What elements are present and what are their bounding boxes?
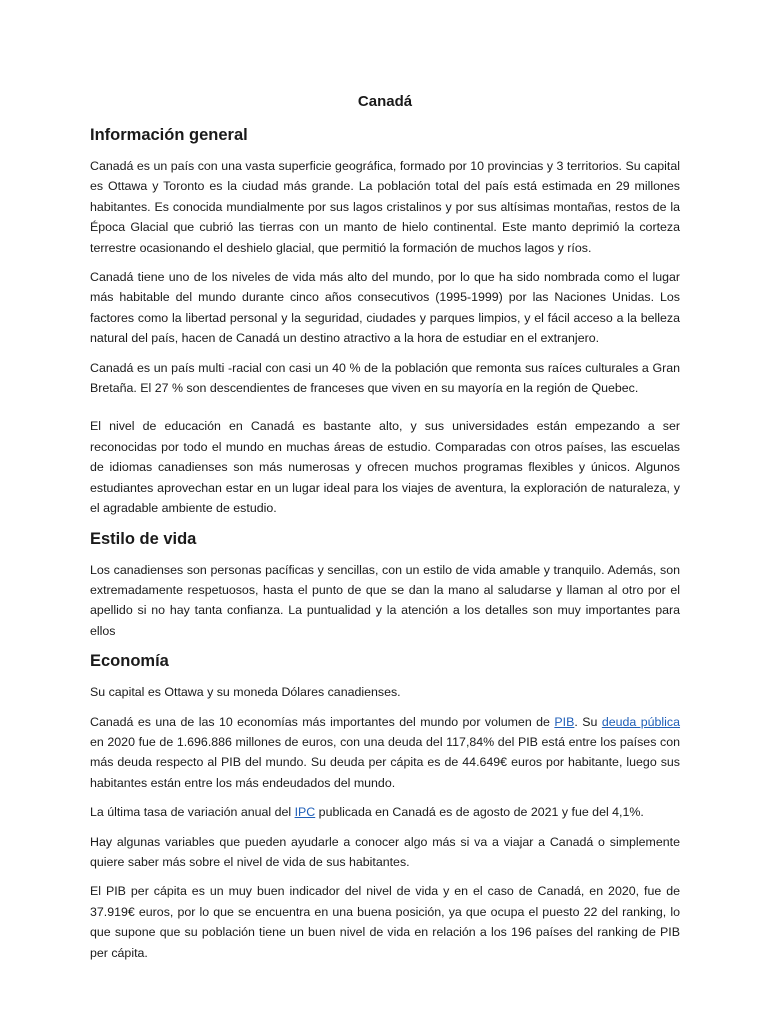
heading-economia: Economía (90, 652, 169, 671)
document-title: Canadá (357, 93, 413, 110)
paragraph-lifestyle-1: Los canadienses son personas pacíficas y sencillas, con un estilo de vida amable y tranquilo. Además, son extremadamente respetuosos, hasta el punto de que se dan la mano al saludarse y llaman al otro por el apellido si no hay tanta confianza. La puntualidad y la atención a los detalles son muy importantes para ellos (90, 562, 680, 638)
paragraph-economy-2 (90, 712, 680, 794)
paragraph-economy-3 (90, 802, 680, 822)
paragraph-general-1: Canadá es un país con una vasta superficie geográfica, formado por 10 provincias y 3 territorios. Su capital es Ottawa y Toronto es la ciudad más grande. La población total del país está estimada en 29 millones habitantes. Es conocida mundialmente por sus lagos cristalinos y por sus altísimas montañas, restos de la Época Glacial que cubrió las tierras con un manto de hielo continental. Este manto deprimió la corteza terrestre ocasionando el deshielo glacial, que permitió la formación de muchos lagos y ríos. (90, 159, 680, 255)
paragraph-economy-5: El PIB per cápita es un muy buen indicador del nivel de vida y en el caso de Canadá, en 2020, fue de 37.919€ euros, por lo que se encuentra en una buena posición, ya que ocupa el puesto 22 del ranking, lo que supone que su población tiene un buen nivel de vida en relación a los 196 países del ranking de PIB per cápita. (90, 884, 680, 960)
paragraph-economy-2-part-b: . Su (574, 714, 602, 729)
paragraph-economy-2-part-c: en 2020 fue de 1.696.886 millones de euros, con una deuda del 117,84% del PIB está entre los países con más deuda respecto al PIB del mundo. Su deuda per cápita es de 44.649€ euros por habitante, luego sus habitantes están entre los más endeudados del mundo. (90, 734, 680, 790)
paragraph-economy-3-part-a: La última tasa de variación anual del (90, 805, 295, 820)
paragraph-economy-4: Hay algunas variables que pueden ayudarle a conocer algo más si va a viajar a Canadá o simplemente quiere saber más sobre el nivel de vida de sus habitantes. (90, 834, 680, 869)
heading-estilo-de-vida: Estilo de vida (90, 529, 197, 548)
paragraph-general-4: El nivel de educación en Canadá es bastante alto, y sus universidades están empezando a ser reconocidas por todo el mundo en muchas áreas de estudio. Comparadas con otros países, las escuelas de idiomas canadienses son más numerosas y ofrecen muchos programas flexibles y únicos. Algunos estudiantes aprovechan estar en un lugar ideal para los viajes de aventura, la exploración de naturaleza, y el agradable ambiente de estudio. (90, 419, 680, 516)
paragraph-general-3: Canadá es un país multi -racial con casi un 40 % de la población que remonta sus raíces culturales a Gran Bretaña. El 27 % son descendientes de franceses que viven en su mayoría en la región de Quebec. (90, 360, 680, 396)
paragraph-economy-1: Su capital es Ottawa y su moneda Dólares canadienses. (90, 685, 401, 700)
heading-informacion-general: Información general (90, 126, 248, 144)
link-deuda-publica[interactable]: deuda pública (601, 714, 681, 729)
paragraph-economy-2-part-a: Canadá es una de las 10 economías más importantes del mundo por volumen de (90, 714, 555, 729)
document-page (90, 92, 680, 972)
link-pib[interactable]: PIB (554, 714, 575, 729)
paragraph-general-2: Canadá tiene uno de los niveles de vida más alto del mundo, por lo que ha sido nombrada como el lugar más habitable del mundo durante cinco años consecutivos (1995-1999) por las Naciones Unidas. Los factores como la libertad personal y la seguridad, ciudades y parques limpios, y el fácil acceso a la belleza natural del país, hacen de Canadá un destino atractivo a la hora de estudiar en el extranjero. (90, 270, 680, 346)
paragraph-economy-3-part-b: publicada en Canadá es de agosto de 2021 y fue del 4,1%. (315, 805, 644, 820)
link-ipc[interactable]: IPC (294, 805, 316, 820)
